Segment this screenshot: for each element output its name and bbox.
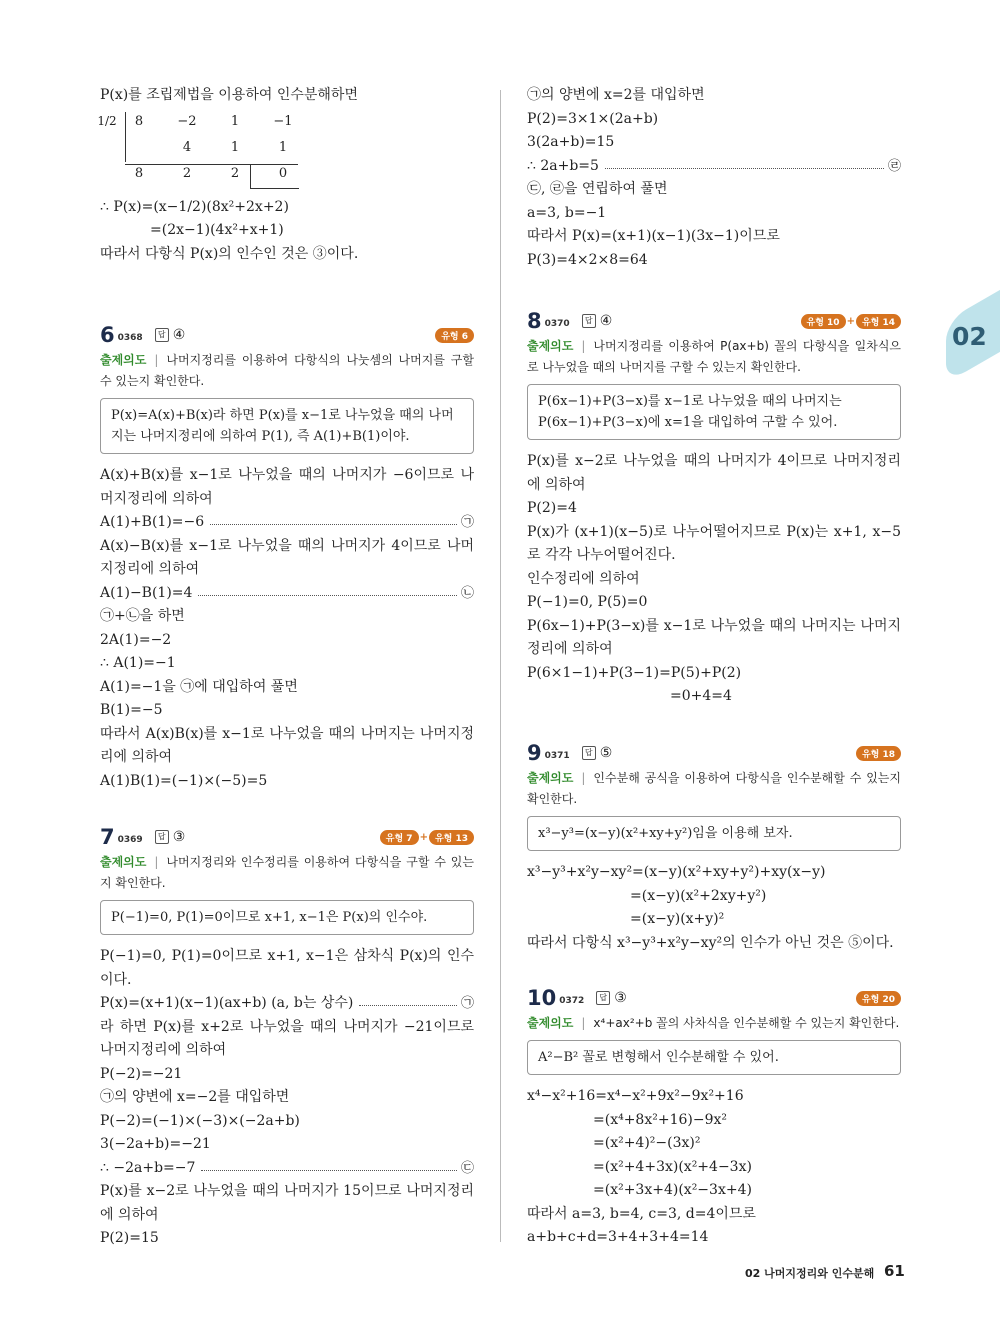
separator: | bbox=[154, 353, 159, 367]
type-badge: 유형 6 bbox=[435, 328, 474, 343]
vertical-rule bbox=[125, 112, 126, 162]
solution-line bbox=[100, 219, 474, 243]
intent-text: 인수분해 공식을 이용하여 다항식을 인수분해할 수 있는지 확인한다. bbox=[527, 771, 901, 806]
cell: 4 bbox=[182, 139, 192, 155]
line-text: a+b+c+d=3+4+3+4=14 bbox=[527, 1229, 709, 1245]
type-badge: 유형 14 bbox=[856, 314, 901, 329]
problem-code: 0371 bbox=[544, 751, 570, 761]
line-text: P(−2)=(−1)×(−3)×(−2a+b) bbox=[100, 1112, 300, 1129]
solution-line bbox=[527, 1132, 901, 1156]
line-text: 3(2a+b)=15 bbox=[527, 134, 615, 150]
line-text: =0+4=4 bbox=[670, 688, 732, 704]
equation-marker: ㉣ bbox=[887, 158, 901, 174]
line-text: =(x⁴+8x²+16)−9x² bbox=[593, 1111, 727, 1128]
answer: ③ bbox=[172, 829, 186, 845]
solution-line bbox=[527, 932, 901, 956]
solution-line bbox=[527, 685, 901, 709]
solution-line bbox=[100, 464, 474, 511]
answer: ④ bbox=[599, 313, 613, 329]
answer-icon: 답 bbox=[155, 328, 169, 342]
line-text: 3(−2a+b)=−21 bbox=[100, 1136, 211, 1152]
line-text: P(3)=4×2×8=64 bbox=[527, 251, 648, 268]
intent-text: 나머지정리를 이용하여 다항식의 나눗셈의 나머지를 구할 수 있는지 확인한다. bbox=[100, 353, 474, 388]
problem-code: 0372 bbox=[559, 996, 585, 1006]
line-text: P(−1)=0, P(5)=0 bbox=[527, 594, 648, 610]
plus-sign: + bbox=[419, 831, 428, 843]
cell: −2 bbox=[177, 113, 197, 129]
intent-label: 출제의도 bbox=[100, 855, 147, 869]
intent-label: 출제의도 bbox=[527, 339, 574, 353]
solution-line bbox=[527, 1109, 901, 1133]
solution-line bbox=[527, 568, 901, 592]
solution-line bbox=[100, 84, 474, 108]
answer: ③ bbox=[614, 990, 627, 1006]
intent-text: 나머지정리와 인수정리를 이용하여 다항식을 구할 수 있는지 확인한다. bbox=[100, 855, 474, 890]
intent-text: 나머지정리를 이용하여 P(ax+b) 꼴의 다항식을 일차식으로 나누었을 때의 나머지를 구할 수 있는지 확인한다. bbox=[527, 339, 901, 374]
problem-header bbox=[527, 740, 901, 766]
solution-line bbox=[527, 202, 901, 226]
line-text: 따라서 a=3, b=4, c=3, d=4이므로 bbox=[527, 1205, 756, 1222]
line-text: 따라서 A(x)B(x)를 x−1로 나누었을 때의 나머지는 나머지정리에 의하여 bbox=[100, 725, 474, 765]
line-text: P(2)=4 bbox=[527, 500, 577, 516]
solution-line bbox=[100, 1063, 474, 1087]
solution-line bbox=[100, 196, 474, 220]
intent bbox=[100, 350, 474, 392]
line-text: x³−y³+x²y−xy²=(x−y)(x²+xy+y²)+xy(x−y) bbox=[527, 864, 826, 880]
solution-line bbox=[527, 131, 901, 155]
cell: 2 bbox=[182, 165, 192, 181]
solution-line bbox=[527, 84, 901, 108]
page-number: 61 bbox=[884, 1262, 905, 1280]
answer: ⑤ bbox=[599, 745, 613, 761]
dotted-leader bbox=[210, 524, 457, 525]
type-badge: 유형 7 bbox=[380, 830, 419, 845]
separator: | bbox=[581, 339, 586, 353]
cell: 2 bbox=[230, 165, 240, 181]
line-text: P(x)를 조립제법을 이용하여 인수분해하면 bbox=[100, 87, 358, 103]
type-badges bbox=[380, 830, 474, 845]
problem-9 bbox=[527, 740, 901, 955]
line-text: =(x²+4+3x)(x²+4−3x) bbox=[593, 1158, 752, 1175]
solution-line bbox=[527, 1085, 901, 1109]
hint-box bbox=[527, 1040, 901, 1075]
problem-10 bbox=[527, 985, 901, 1250]
intent-text: x⁴+ax²+b 꼴의 사차식을 인수분해할 수 있는지 확인한다. bbox=[593, 1016, 900, 1030]
footer-chapter: 02 나머지정리와 인수분해 bbox=[745, 1267, 875, 1280]
hint-line: A²−B² 꼴로 변형해서 인수분해할 수 있어. bbox=[538, 1050, 779, 1065]
line-text: P(−2)=−21 bbox=[100, 1065, 183, 1082]
solution-line bbox=[527, 861, 901, 885]
line-text: P(2)=3×1×(2a+b) bbox=[527, 110, 659, 127]
answer-icon: 답 bbox=[582, 314, 596, 328]
line-text: 라 하면 P(x)를 x+2로 나누었을 때의 나머지가 −21이므로 나머지정리에 의하여 bbox=[100, 1018, 474, 1058]
line-text: ㉠+㉡을 하면 bbox=[100, 608, 185, 624]
line-text: P(x)=(x+1)(x−1)(ax+b) (a, b는 상수) bbox=[100, 995, 354, 1011]
solution-line bbox=[100, 605, 474, 629]
plus-sign: + bbox=[846, 315, 855, 327]
solution-line bbox=[100, 1133, 474, 1157]
line-text: =(x−y)(x²+2xy+y²) bbox=[630, 887, 767, 904]
solution-line bbox=[527, 1156, 901, 1180]
problem-code: 0370 bbox=[544, 319, 570, 329]
hint-box bbox=[527, 816, 901, 851]
line-text: x⁴−x²+16=x⁴−x²+9x²−9x²+16 bbox=[527, 1088, 744, 1104]
hint-box bbox=[527, 384, 901, 440]
equation-marker: ㉠ bbox=[460, 515, 474, 530]
solution-line bbox=[527, 450, 901, 497]
hint-line: P(−1)=0, P(1)=0이므로 x+1, x−1은 P(x)의 인수야. bbox=[111, 910, 428, 925]
separator: | bbox=[581, 1016, 586, 1030]
cell: 8 bbox=[134, 165, 144, 181]
line-text: P(6×1−1)+P(3−1)=P(5)+P(2) bbox=[527, 664, 742, 681]
cell: 8 bbox=[134, 113, 144, 129]
equation-marker: ㉠ bbox=[460, 996, 474, 1011]
solution-line bbox=[100, 1016, 474, 1063]
line-text: A(1)B(1)=(−1)×(−5)=5 bbox=[100, 772, 268, 789]
solution-line bbox=[100, 1227, 474, 1251]
line-text: ∴ A(1)=−1 bbox=[100, 655, 176, 671]
intent bbox=[527, 1013, 901, 1034]
problem-number: 10 bbox=[527, 986, 557, 1010]
solution-line bbox=[100, 770, 474, 794]
problem-header bbox=[527, 308, 901, 334]
answer: ④ bbox=[172, 327, 186, 343]
solution-line bbox=[527, 908, 901, 932]
solution-line bbox=[100, 1157, 474, 1181]
solution-line bbox=[527, 591, 901, 615]
solution-line bbox=[527, 108, 901, 132]
divisor: 1/2 bbox=[97, 113, 117, 128]
hint-line: P(6x−1)+P(3−x)를 x−1로 나누었을 때의 나머지는 bbox=[538, 394, 842, 409]
line-text: 인수정리에 의하여 bbox=[527, 570, 640, 587]
solution-line bbox=[527, 178, 901, 202]
dotted-leader bbox=[605, 168, 884, 169]
line-text: A(x)+B(x)를 x−1로 나누었을 때의 나머지가 −6이므로 나머지정리에 의하여 bbox=[100, 467, 474, 507]
line-text: P(−1)=0, P(1)=0이므로 x+1, x−1은 삼차식 P(x)의 인수이다. bbox=[100, 948, 474, 988]
separator: | bbox=[154, 855, 159, 869]
solution-line bbox=[100, 629, 474, 653]
solution-line bbox=[527, 155, 901, 179]
cell: 0 bbox=[278, 165, 288, 181]
intent bbox=[100, 852, 474, 894]
problem-7 bbox=[100, 824, 474, 1251]
type-badge: 유형 20 bbox=[856, 991, 901, 1006]
line-text: P(6x−1)+P(3−x)를 x−1로 나누었을 때의 나머지는 나머지정리에 의하여 bbox=[527, 617, 901, 657]
dotted-leader bbox=[359, 1005, 457, 1006]
solution-line bbox=[527, 249, 901, 273]
type-badges bbox=[856, 991, 901, 1006]
cell: −1 bbox=[273, 113, 293, 129]
solution-line bbox=[100, 1086, 474, 1110]
solution-line bbox=[527, 521, 901, 568]
type-badges bbox=[435, 328, 474, 343]
intent-label: 출제의도 bbox=[527, 1016, 574, 1030]
line-text: ㉢, ㉣을 연립하여 풀면 bbox=[527, 181, 668, 197]
line-text: 따라서 다항식 P(x)의 인수인 것은 ③이다. bbox=[100, 245, 359, 262]
solution-line bbox=[100, 992, 474, 1016]
type-badge: 유형 10 bbox=[801, 314, 846, 329]
type-badges bbox=[801, 314, 901, 329]
line-text: P(2)=15 bbox=[100, 1230, 159, 1246]
cell: 1 bbox=[230, 113, 240, 129]
problem-header bbox=[100, 824, 474, 850]
problem-number: 9 bbox=[527, 741, 542, 765]
line-text: B(1)=−5 bbox=[100, 702, 163, 718]
line-text: =(x−y)(x+y)² bbox=[630, 911, 725, 927]
column-divider bbox=[500, 90, 501, 1242]
line-text: =(x²+3x+4)(x²−3x+4) bbox=[593, 1182, 752, 1198]
solution-line bbox=[527, 662, 901, 686]
line-text: a=3, b=−1 bbox=[527, 204, 607, 221]
solution-line bbox=[527, 497, 901, 521]
solution-line bbox=[100, 945, 474, 992]
answer-icon: 답 bbox=[596, 991, 610, 1005]
line-text: A(x)−B(x)를 x−1로 나누었을 때의 나머지가 4이므로 나머지정리에 의하여 bbox=[100, 537, 474, 577]
hint-box bbox=[100, 398, 474, 454]
intent bbox=[527, 768, 901, 810]
solution-line bbox=[100, 676, 474, 700]
hint-line: x³−y³=(x−y)(x²+xy+y²)임을 이용해 보자. bbox=[538, 826, 793, 841]
hint-line: P(x)=A(x)+B(x)라 하면 P(x)를 x−1로 나누었을 때의 나머지는 나머지정리에 의하여 P(1), 즉 A(1)+B(1)이야. bbox=[111, 408, 454, 444]
line-text: ㉠의 양변에 x=2를 대입하면 bbox=[527, 87, 705, 103]
solution-line bbox=[527, 615, 901, 662]
line-text: 2A(1)=−2 bbox=[100, 631, 172, 648]
answer-icon: 답 bbox=[155, 830, 169, 844]
type-badge: 유형 18 bbox=[856, 746, 901, 761]
line-text: =(2x−1)(4x²+x+1) bbox=[150, 222, 284, 238]
synthetic-division-table bbox=[97, 110, 474, 190]
line-text: 따라서 P(x)=(x+1)(x−1)(3x−1)이므로 bbox=[527, 228, 780, 244]
problem-6 bbox=[100, 322, 474, 793]
solution-line bbox=[527, 1179, 901, 1203]
answer-icon: 답 bbox=[582, 746, 596, 760]
problem-header bbox=[100, 322, 474, 348]
intent-label: 출제의도 bbox=[527, 771, 574, 785]
type-badges bbox=[856, 746, 901, 761]
problem-code: 0369 bbox=[117, 835, 143, 845]
solution-line bbox=[100, 723, 474, 770]
solution-line bbox=[527, 225, 901, 249]
solution-line bbox=[100, 699, 474, 723]
solution-line bbox=[100, 582, 474, 606]
intent bbox=[527, 336, 901, 378]
hint-line: P(6x−1)+P(3−x)에 x=1을 대입하여 구할 수 있어. bbox=[538, 415, 838, 430]
line-text: ∴ −2a+b=−7 bbox=[100, 1159, 196, 1176]
solution-line bbox=[527, 1203, 901, 1227]
type-badge: 유형 13 bbox=[429, 830, 474, 845]
cell: 1 bbox=[278, 139, 288, 155]
line-text: 따라서 다항식 x³−y³+x²y−xy²의 인수가 아닌 것은 ⑤이다. bbox=[527, 934, 894, 951]
solution-line bbox=[100, 535, 474, 582]
line-text: ∴ 2a+b=5 bbox=[527, 157, 599, 174]
line-text: A(1)−B(1)=4 bbox=[100, 584, 193, 601]
solution-line bbox=[100, 652, 474, 676]
solution-line bbox=[100, 1110, 474, 1134]
line-text: P(x)를 x−2로 나누었을 때의 나머지가 4이므로 나머지정리에 의하여 bbox=[527, 453, 901, 493]
dotted-leader bbox=[198, 595, 457, 596]
chapter-tab-label: 02 bbox=[952, 322, 987, 351]
line-text: A(1)+B(1)=−6 bbox=[100, 514, 205, 530]
problem-number: 7 bbox=[100, 825, 115, 849]
cell: 1 bbox=[230, 139, 240, 155]
problem-header bbox=[527, 985, 901, 1011]
intent-label: 출제의도 bbox=[100, 353, 147, 367]
line-text: ㉠의 양변에 x=−2를 대입하면 bbox=[100, 1089, 290, 1105]
problem-number: 6 bbox=[100, 323, 115, 347]
equation-marker: ㉡ bbox=[460, 585, 474, 601]
problem-8 bbox=[527, 308, 901, 709]
line-text: A(1)=−1을 ㉠에 대입하여 풀면 bbox=[100, 678, 298, 695]
solution-line bbox=[100, 243, 474, 267]
solution-line bbox=[527, 1226, 901, 1250]
solution-line bbox=[100, 511, 474, 535]
dotted-leader bbox=[201, 1170, 457, 1171]
problem-7-continued bbox=[527, 84, 901, 272]
line-text: P(x)를 x−2로 나누었을 때의 나머지가 15이므로 나머지정리에 의하여 bbox=[100, 1183, 474, 1223]
solution-line bbox=[100, 1180, 474, 1227]
problem-number: 8 bbox=[527, 309, 542, 333]
intro-block bbox=[97, 84, 474, 266]
line-text: P(x)가 (x+1)(x−5)로 나누어떨어지므로 P(x)는 x+1, x−5로 각각 나누어떨어진다. bbox=[527, 523, 901, 563]
equation-marker: ㉢ bbox=[460, 1160, 474, 1176]
separator: | bbox=[581, 771, 586, 785]
hint-box bbox=[100, 900, 474, 935]
remainder-box bbox=[250, 164, 299, 189]
line-text: ∴ P(x)=(x−1/2)(8x²+2x+2) bbox=[100, 198, 289, 215]
line-text: =(x²+4)²−(3x)² bbox=[593, 1135, 701, 1151]
solution-line bbox=[527, 885, 901, 909]
problem-code: 0368 bbox=[117, 333, 143, 343]
